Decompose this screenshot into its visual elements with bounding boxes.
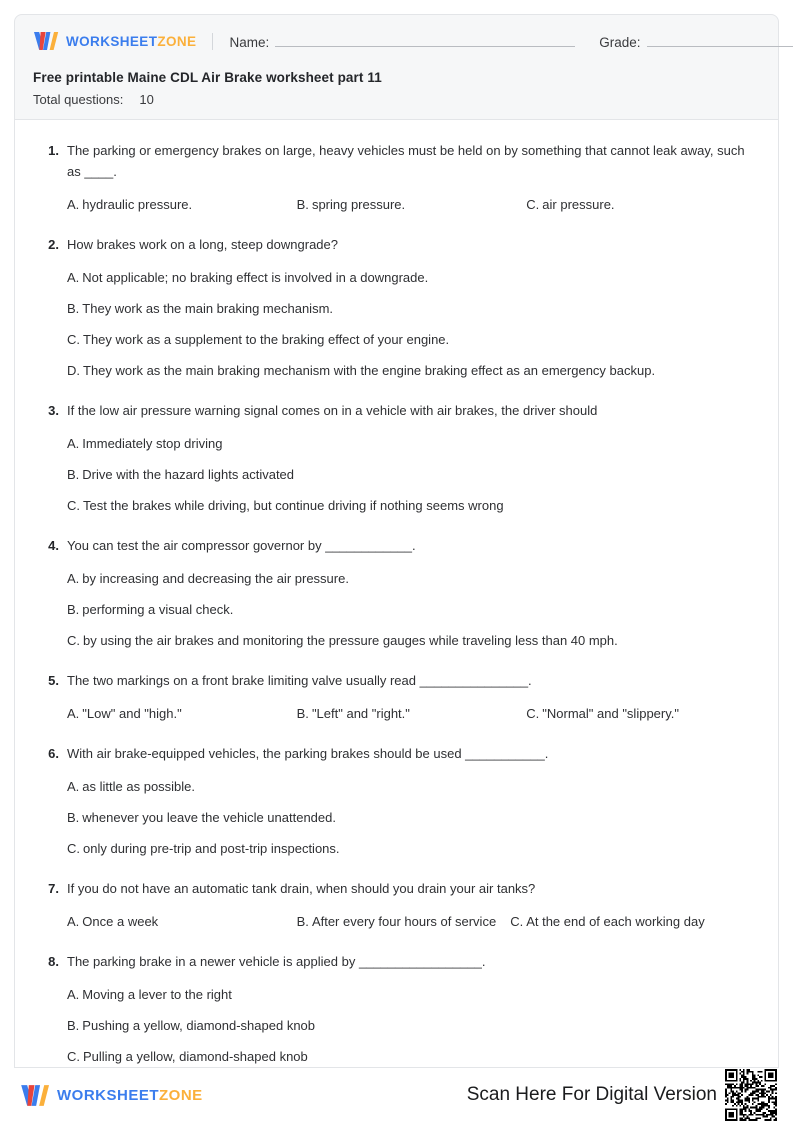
answer-options [67, 698, 756, 729]
answer-option-text: "Left" and "right." [311, 706, 410, 721]
answer-options [67, 771, 756, 864]
answer-option[interactable] [297, 911, 497, 932]
question-number: 6. [48, 746, 59, 761]
answer-option[interactable] [67, 703, 297, 724]
question-text: With air brake-equipped vehicles, the parking brakes should be used ___________. [67, 746, 549, 761]
worksheet-zone-w-logo-icon [33, 31, 59, 51]
answer-option-letter: A. [67, 571, 80, 586]
worksheet-zone-w-logo-icon [20, 1084, 50, 1107]
answer-option-letter: C. [67, 332, 80, 347]
answer-option-letter: C. [526, 197, 540, 212]
answer-option-text: air pressure. [542, 197, 615, 212]
name-field[interactable] [229, 33, 575, 50]
answer-option-text: performing a visual check. [82, 602, 234, 617]
question-number: 8. [48, 954, 59, 969]
question-item [37, 400, 756, 521]
question-body [67, 670, 756, 729]
grade-input-line[interactable] [647, 33, 793, 47]
answer-option-text: only during pre-trip and post-trip inspections. [83, 841, 340, 856]
question-item [37, 670, 756, 729]
answer-option[interactable] [67, 563, 756, 594]
answer-option-letter: A. [67, 436, 80, 451]
question-text: The two markings on a front brake limiting valve usually read _______________. [67, 673, 532, 688]
answer-option-text: Drive with the hazard lights activated [82, 467, 295, 482]
answer-option[interactable] [67, 771, 756, 802]
answer-option-letter: C. [67, 841, 80, 856]
answer-option[interactable] [67, 802, 756, 833]
answer-option-text: They work as the main braking mechanism with the engine braking effect as an emergency backup. [83, 363, 656, 378]
worksheet-footer [14, 1068, 779, 1122]
answer-options [67, 563, 756, 656]
answer-option-text: "Low" and "high." [82, 706, 182, 721]
answer-option-letter: D. [67, 363, 80, 378]
question-number: 3. [48, 403, 59, 418]
answer-option[interactable] [67, 194, 297, 215]
footer-brand-logo[interactable] [20, 1084, 203, 1107]
grade-field[interactable] [599, 33, 793, 50]
answer-option[interactable] [67, 594, 756, 625]
answer-options [67, 189, 756, 220]
footer-brand-name-secondary: ZONE [159, 1086, 203, 1104]
question-number: 1. [48, 143, 59, 158]
answer-option-text: They work as the main braking mechanism. [82, 301, 334, 316]
grade-label: Grade: [599, 34, 641, 50]
answer-option[interactable] [67, 1010, 756, 1041]
answer-option[interactable] [67, 833, 756, 864]
answer-option-text: Moving a lever to the right [82, 987, 232, 1002]
answer-option-text: by increasing and decreasing the air pressure. [82, 571, 349, 586]
answer-option-letter: C. [526, 706, 540, 721]
total-questions-value: 10 [139, 92, 154, 107]
question-number: 5. [48, 673, 59, 688]
question-item [37, 743, 756, 864]
answer-option[interactable] [67, 625, 756, 656]
question-number: 2. [48, 237, 59, 252]
answer-option-text: as little as possible. [82, 779, 196, 794]
total-questions [33, 92, 760, 107]
header-identity-row [33, 29, 760, 53]
question-item [37, 535, 756, 656]
question-item [37, 140, 756, 220]
answer-option-text: "Normal" and "slippery." [542, 706, 679, 721]
brand-logo[interactable] [33, 31, 196, 51]
header-divider [212, 33, 213, 50]
name-label: Name: [229, 34, 270, 50]
question-text: How brakes work on a long, steep downgrade? [67, 237, 338, 252]
answer-option[interactable] [67, 490, 756, 521]
answer-option-text: whenever you leave the vehicle unattended. [82, 810, 336, 825]
answer-option-text: hydraulic pressure. [82, 197, 193, 212]
footer-brand-logo-text [57, 1087, 203, 1104]
answer-option-letter: B. [67, 810, 80, 825]
answer-option-text: spring pressure. [311, 197, 406, 212]
brand-name-primary: WORKSHEET [66, 33, 158, 49]
question-body [67, 234, 756, 386]
answer-option-text: They work as a supplement to the braking effect of your engine. [83, 332, 450, 347]
brand-name-secondary: ZONE [157, 33, 197, 49]
answer-option[interactable] [297, 194, 527, 215]
question-body [67, 400, 756, 521]
answer-option-text: At the end of each working day [526, 914, 705, 929]
total-questions-label: Total questions: [33, 92, 124, 107]
answer-option[interactable] [67, 911, 297, 932]
answer-option-letter: C. [67, 1049, 80, 1064]
question-body [67, 535, 756, 656]
answer-option[interactable] [67, 324, 756, 355]
answer-options [67, 979, 756, 1068]
question-text: The parking or emergency brakes on large, heavy vehicles must be held on by something that cannot leak away, such as ____. [67, 143, 745, 179]
question-body [67, 743, 756, 864]
question-body [67, 140, 756, 220]
answer-options [67, 262, 756, 386]
answer-option-text: Immediately stop driving [82, 436, 223, 451]
answer-option-letter: B. [67, 602, 80, 617]
question-text: You can test the air compressor governor by ____________. [67, 538, 416, 553]
worksheet-title: Free printable Maine CDL Air Brake worksheet part 11 [33, 70, 382, 85]
question-number: 4. [48, 538, 59, 553]
answer-option-letter: A. [67, 779, 80, 794]
answer-option-text: After every four hours of service [311, 914, 497, 929]
answer-options [67, 906, 756, 937]
answer-options [67, 428, 756, 521]
brand-logo-text [66, 34, 196, 49]
answer-option-letter: A. [67, 270, 80, 285]
answer-option-letter: C. [67, 633, 80, 648]
answer-option[interactable] [526, 703, 756, 724]
answer-option-text: Once a week [82, 914, 159, 929]
answer-option[interactable] [67, 293, 756, 324]
question-text: The parking brake in a newer vehicle is applied by _________________. [67, 954, 486, 969]
answer-option[interactable] [67, 262, 756, 293]
answer-option[interactable] [297, 703, 527, 724]
question-item [37, 951, 756, 1068]
answer-option[interactable] [67, 428, 756, 459]
answer-option-text: Pushing a yellow, diamond-shaped knob [82, 1018, 316, 1033]
answer-option-letter: A. [67, 914, 80, 929]
answer-option-letter: B. [296, 914, 309, 929]
question-text: If you do not have an automatic tank drain, when should you drain your air tanks? [67, 881, 536, 896]
questions-list [14, 120, 779, 1068]
answer-option-letter: C. [510, 914, 524, 929]
scan-prompt: Scan Here For Digital Version [466, 1084, 717, 1105]
question-body [67, 878, 756, 937]
answer-option[interactable] [67, 355, 756, 386]
answer-option[interactable] [526, 194, 756, 215]
answer-option-text: Test the brakes while driving, but continue driving if nothing seems wrong [83, 498, 504, 513]
question-number: 7. [48, 881, 59, 896]
answer-option[interactable] [67, 1041, 756, 1068]
answer-option-letter: A. [67, 987, 80, 1002]
worksheet-header [14, 14, 779, 120]
question-text: If the low air pressure warning signal comes on in a vehicle with air brakes, the driver should [67, 403, 598, 418]
answer-option[interactable] [67, 459, 756, 490]
answer-option-text: Pulling a yellow, diamond-shaped knob [83, 1049, 308, 1064]
answer-option-letter: B. [296, 706, 309, 721]
qr-code-icon[interactable] [725, 1069, 777, 1121]
answer-option-letter: A. [67, 706, 80, 721]
answer-option-letter: B. [67, 301, 80, 316]
answer-option-letter: A. [67, 197, 80, 212]
question-item [37, 234, 756, 386]
answer-option-text: Not applicable; no braking effect is involved in a downgrade. [82, 270, 429, 285]
question-item [37, 878, 756, 937]
answer-option[interactable] [67, 979, 756, 1010]
answer-option[interactable] [510, 911, 705, 932]
question-body [67, 951, 756, 1068]
answer-option-letter: B. [296, 197, 309, 212]
answer-option-text: by using the air brakes and monitoring the pressure gauges while traveling less than 40 mph. [83, 633, 618, 648]
name-input-line[interactable] [275, 33, 575, 47]
answer-option-letter: C. [67, 498, 80, 513]
answer-option-letter: B. [67, 467, 80, 482]
answer-option-letter: B. [67, 1018, 80, 1033]
footer-brand-name-primary: WORKSHEET [57, 1086, 159, 1104]
